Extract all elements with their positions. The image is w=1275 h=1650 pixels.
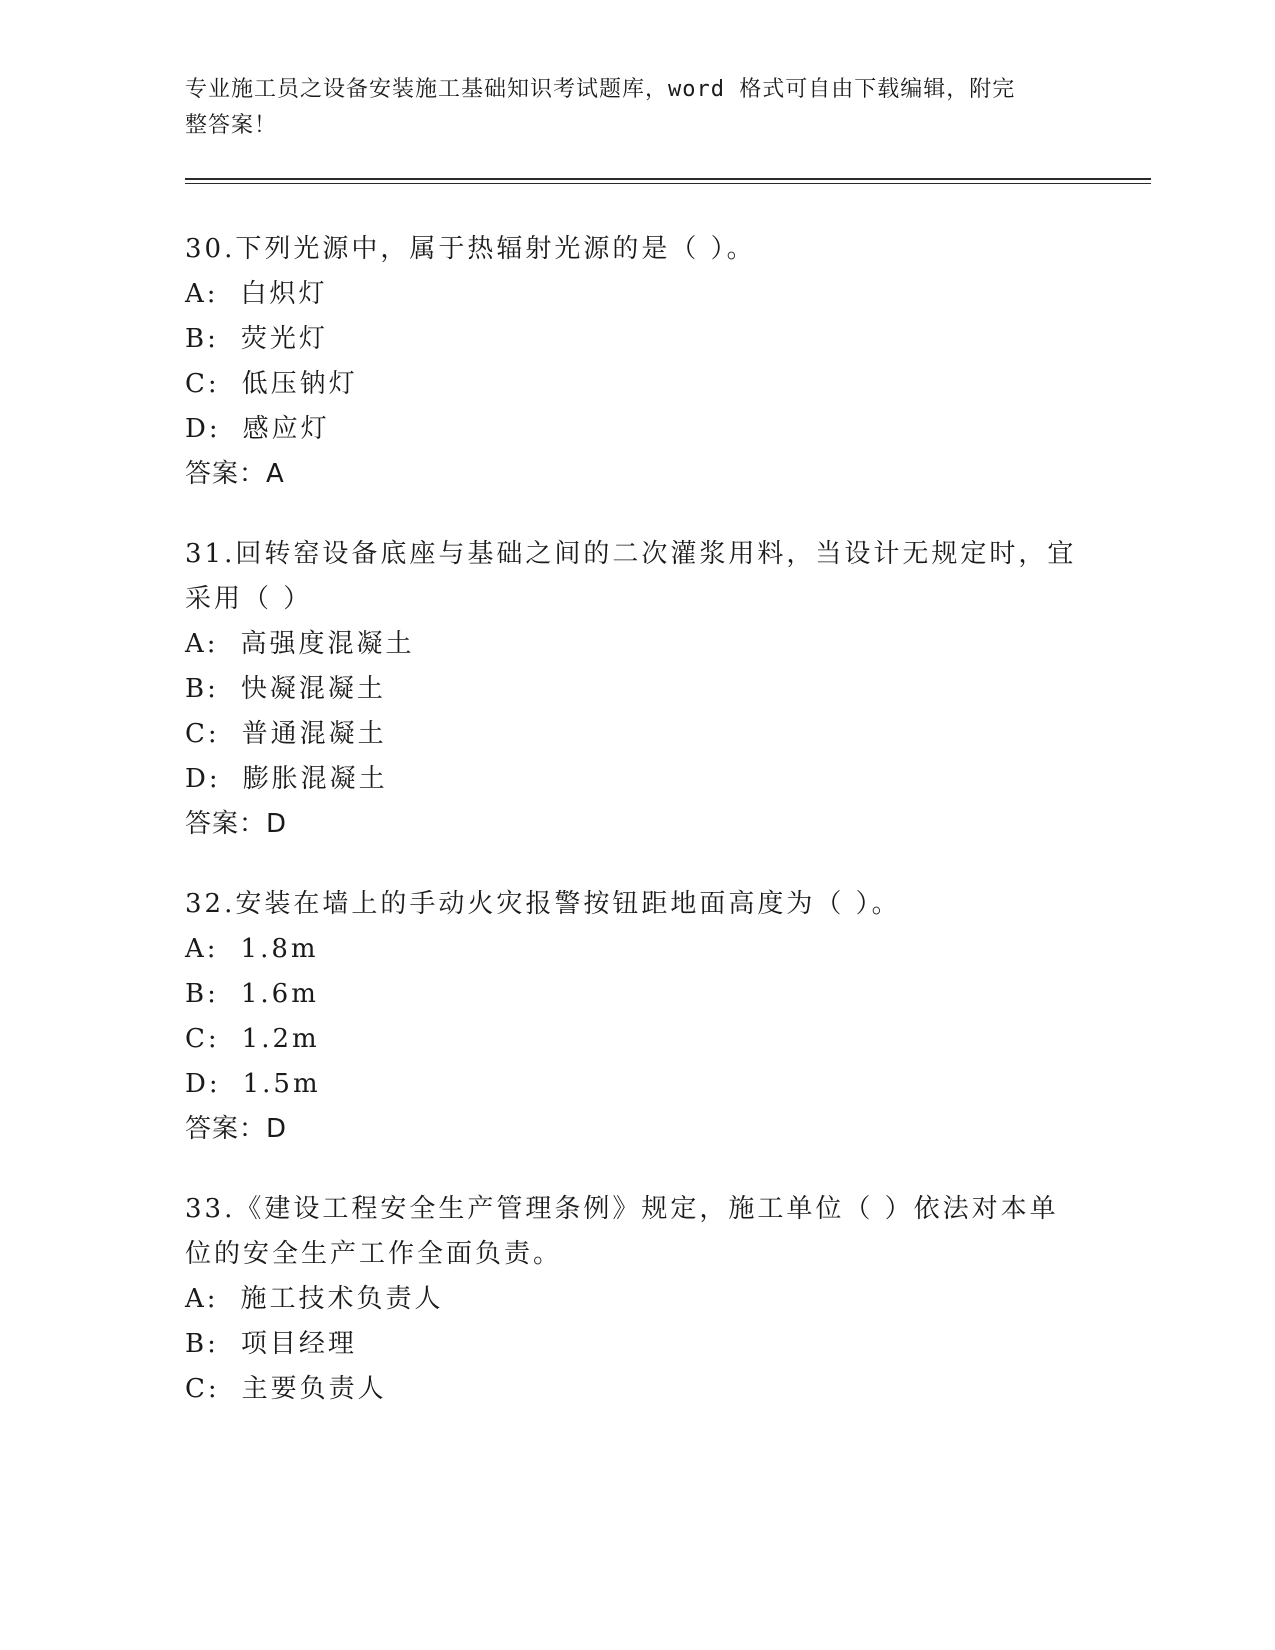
question-31 — [185, 532, 1085, 847]
option-b: B: 荧光灯 — [185, 324, 328, 354]
question-text: 32.安装在墙上的手动火灾报警按钮距地面高度为（ ）。 — [185, 889, 901, 919]
header-divider-thick — [185, 178, 1151, 180]
question-text: 30.下列光源中，属于热辐射光源的是（ ）。 — [185, 234, 756, 264]
answer: 答案：D — [185, 809, 288, 839]
option-c: C: 普通混凝土 — [185, 719, 387, 749]
option-a: A: 白炽灯 — [185, 279, 328, 309]
answer: 答案：D — [185, 1114, 288, 1144]
option-b: B: 项目经理 — [185, 1329, 357, 1359]
option-c: C: 1.2m — [185, 1024, 320, 1054]
question-text-line-2: 位的安全生产工作全面负责。 — [185, 1239, 563, 1269]
option-d: D: 感应灯 — [185, 414, 330, 444]
question-text-line-1: 33.《建设工程安全生产管理条例》规定，施工单位（ ）依法对本单 — [185, 1194, 1059, 1224]
question-text-line-1: 31.回转窑设备底座与基础之间的二次灌浆用料，当设计无规定时，宜 — [185, 539, 1077, 569]
question-32 — [185, 882, 1085, 1152]
header-line-2: 整答案！ — [185, 113, 278, 138]
option-b: B: 1.6m — [185, 979, 319, 1009]
option-d: D: 1.5m — [185, 1069, 321, 1099]
option-b: B: 快凝混凝土 — [185, 674, 386, 704]
question-33 — [185, 1187, 1085, 1412]
option-d: D: 膨胀混凝土 — [185, 764, 388, 794]
header-line-1: 专业施工员之设备安装施工基础知识考试题库，word 格式可自由下载编辑，附完 — [185, 77, 1016, 102]
option-c: C: 低压钠灯 — [185, 369, 358, 399]
option-a: A: 高强度混凝土 — [185, 629, 415, 659]
question-text-line-2: 采用（ ） — [185, 584, 313, 614]
option-a: A: 施工技术负责人 — [185, 1284, 444, 1314]
question-30 — [185, 227, 1085, 497]
header-divider-thin — [185, 183, 1151, 184]
option-c: C: 主要负责人 — [185, 1374, 387, 1404]
answer: 答案：A — [185, 459, 285, 489]
option-a: A: 1.8m — [185, 934, 319, 964]
document-header — [185, 72, 1065, 144]
